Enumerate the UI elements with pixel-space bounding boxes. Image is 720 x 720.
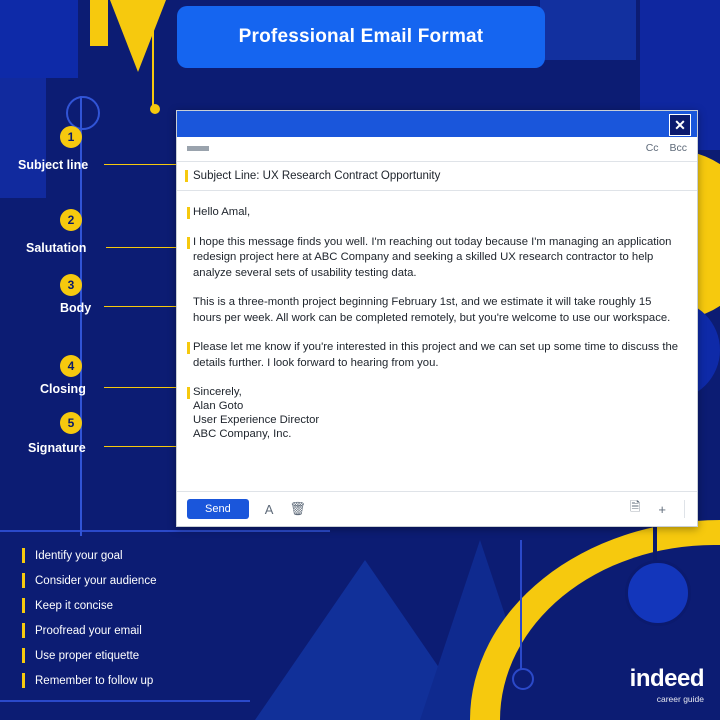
bg-line-horizontal-2 bbox=[0, 700, 250, 702]
bg-rect-left bbox=[0, 78, 46, 198]
body-paragraph-2: This is a three-month project beginning February 1st, and we estimate it will take roughly 15 hours per week. All work can be completed remotely, but you're welcome to use our workspace. bbox=[193, 296, 671, 324]
logo-name: indeed bbox=[629, 665, 704, 692]
salutation-paragraph bbox=[193, 205, 681, 221]
send-button[interactable]: Send bbox=[187, 499, 249, 519]
list-item bbox=[22, 618, 262, 643]
bg-circle-outline-2 bbox=[625, 560, 691, 626]
format-text-icon[interactable]: A bbox=[264, 501, 274, 517]
page-title bbox=[177, 6, 545, 68]
body-paragraph-1-text: I hope this message finds you well. I'm reaching out today because I'm managing an application redesign project here at ABC Company and seeking a skilled UX research contractor to help analyze several sets of usability testing data. bbox=[193, 235, 672, 279]
bg-line-vertical-4 bbox=[520, 540, 522, 670]
toolbar-right-group bbox=[630, 498, 685, 520]
step-label-5: Signature bbox=[28, 441, 86, 455]
attach-file-icon[interactable]: 🗎 bbox=[629, 499, 641, 514]
tip-bullet-icon bbox=[22, 673, 25, 688]
closing-text: Please let me know if you're interested in this project and we can set up some time to discuss the details further. I look forward to hearing from you. bbox=[193, 341, 679, 369]
step-connector-2 bbox=[106, 247, 178, 248]
step-label-1: Subject line bbox=[18, 158, 89, 172]
list-item bbox=[22, 568, 262, 593]
toolbar-divider bbox=[684, 500, 685, 518]
tip-bullet-icon bbox=[22, 623, 25, 638]
closing-tick-marker bbox=[187, 342, 190, 354]
signature-line-3: User Experience Director bbox=[193, 414, 320, 426]
bg-circle-outline-1 bbox=[66, 96, 100, 130]
brand-logo bbox=[630, 665, 704, 704]
subject-input[interactable]: Subject Line: UX Research Contract Opportunity bbox=[193, 170, 441, 182]
email-compose-window bbox=[176, 110, 698, 527]
tip-text: Identify your goal bbox=[35, 549, 123, 562]
signature-line-1: Sincerely, bbox=[193, 386, 242, 398]
step-badge-1: 1 bbox=[60, 126, 82, 148]
list-item bbox=[22, 593, 262, 618]
bg-rect-top-mid bbox=[540, 0, 636, 60]
list-item bbox=[22, 668, 262, 693]
tip-text: Consider your audience bbox=[35, 574, 157, 587]
tip-text: Keep it concise bbox=[35, 599, 113, 612]
add-icon[interactable]: + bbox=[658, 501, 666, 517]
page-title-text: Professional Email Format bbox=[238, 26, 484, 47]
cc-bcc-group bbox=[646, 142, 687, 154]
step-connector-4 bbox=[104, 387, 178, 388]
subject-tick-marker bbox=[185, 170, 188, 182]
bg-yellow-triangle bbox=[110, 0, 166, 72]
tip-bullet-icon bbox=[22, 548, 25, 563]
compose-toolbar bbox=[177, 491, 697, 526]
body-paragraph-1 bbox=[193, 235, 681, 282]
step-label-3: Body bbox=[60, 301, 92, 315]
close-icon[interactable]: ✕ bbox=[669, 114, 691, 136]
bg-line-horizontal-1 bbox=[0, 530, 330, 532]
salutation-text: Hello Amal, bbox=[193, 206, 251, 218]
tip-text: Proofread your email bbox=[35, 624, 142, 637]
window-titlebar bbox=[177, 111, 697, 137]
step-badge-2: 2 bbox=[60, 209, 82, 231]
tip-bullet-icon bbox=[22, 598, 25, 613]
bg-yellow-bar bbox=[90, 0, 108, 46]
signature-line-2: Alan Goto bbox=[193, 400, 244, 412]
step-badge-5: 5 bbox=[60, 412, 82, 434]
tips-list bbox=[22, 543, 262, 693]
bg-line-vertical-yellow bbox=[152, 0, 154, 112]
step-connector-1 bbox=[104, 164, 178, 165]
body-tick-marker bbox=[187, 237, 190, 249]
tip-text: Remember to follow up bbox=[35, 674, 154, 687]
trash-icon[interactable]: 🗑 bbox=[289, 501, 306, 516]
logo-tagline: career guide bbox=[656, 694, 704, 704]
signature-line-4: ABC Company, Inc. bbox=[193, 428, 292, 440]
tip-bullet-icon bbox=[22, 573, 25, 588]
step-label-4: Closing bbox=[40, 382, 86, 396]
drag-handle[interactable] bbox=[187, 146, 209, 151]
subject-row[interactable] bbox=[177, 162, 697, 191]
step-badge-4: 4 bbox=[60, 355, 82, 377]
bcc-button[interactable]: Bcc bbox=[669, 142, 687, 154]
list-item bbox=[22, 543, 262, 568]
signature-block bbox=[193, 385, 681, 441]
cc-button[interactable]: Cc bbox=[645, 142, 659, 154]
closing-paragraph bbox=[193, 340, 681, 371]
step-connector-5 bbox=[104, 446, 178, 447]
salutation-tick-marker bbox=[187, 207, 190, 219]
tip-bullet-icon bbox=[22, 648, 25, 663]
tip-text: Use proper etiquette bbox=[35, 649, 140, 662]
email-body[interactable] bbox=[177, 191, 697, 487]
signature-tick-marker bbox=[187, 387, 190, 399]
step-label-2: Salutation bbox=[26, 241, 87, 255]
step-connector-3 bbox=[104, 306, 178, 307]
bg-rect-top-left bbox=[0, 0, 78, 78]
step-badge-3: 3 bbox=[60, 274, 82, 296]
list-item bbox=[22, 643, 262, 668]
bg-yellow-dot bbox=[150, 104, 160, 114]
window-header-row bbox=[177, 137, 697, 162]
bg-circle-outline-3 bbox=[512, 668, 534, 690]
